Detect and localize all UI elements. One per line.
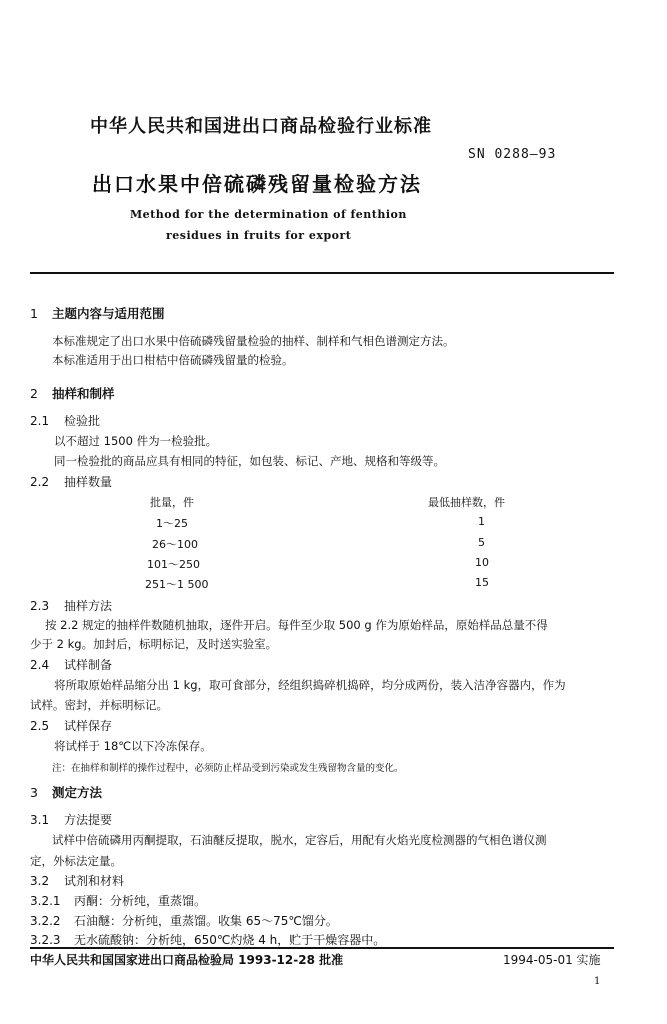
approval-statement: 中华人民共和国国家进出口商品检验局 1993-12-28 批准 [30,953,344,967]
section-3-2-heading: 3.2 试剂和材料 [30,874,125,888]
section-3-2-1-item: 3.2.1 丙酮：分析纯，重蒸馏。 [30,894,207,908]
table-row-min: 10 [475,556,489,569]
section-3-1-heading: 3.1 方法提要 [30,813,113,827]
section-3-2-3-item: 3.2.3 无水硫酸钠：分析纯，650℃灼烧 4 h，贮于干燥容器中。 [30,933,386,947]
section-2-1-line-2: 同一检验批的商品应具有相同的特征，如包装、标记、产地、规格和等级等。 [54,454,445,468]
section-2-1-line-1: 以不超过 1500 件为一检验批。 [54,434,218,448]
section-2-3-line-1: 按 2.2 规定的抽样件数随机抽取，逐件开启。每件至少取 500 g 作为原始样品，原始样品总量不得 [45,618,548,632]
table-row-batch: 101～250 [147,558,200,571]
section-2-5-heading: 2.5 试样保存 [30,719,113,733]
section-2-2-heading: 2.2 抽样数量 [30,475,113,489]
section-3-1-line-2: 定，外标法定量。 [30,854,122,868]
section-2-note: 注：在抽样和制样的操作过程中，必须防止样品受到污染或发生残留物含量的变化。 [52,763,404,774]
standard-number: SN 0288—93 [468,147,557,162]
section-2-4-line-1: 将所取原始样品缩分出 1 kg，取可食部分，经组织捣碎机捣碎，均分成两份，装入洁净容器内，作为 [54,678,566,692]
table-row-batch: 26～100 [152,538,198,551]
footer-divider [30,947,614,949]
section-2-heading: 2 抽样和制样 [30,386,115,401]
section-1-paragraph-2: 本标准适用于出口柑桔中倍硫磷残留量的检验。 [52,353,294,367]
section-2-1-heading: 2.1 检验批 [30,414,101,428]
section-2-4-heading: 2.4 试样制备 [30,658,113,672]
section-2-3-line-2: 少于 2 kg。加封后，标明标记，及时送实验室。 [30,637,278,651]
section-2-3-heading: 2.3 抽样方法 [30,599,113,613]
document-title-chinese: 出口水果中倍硫磷残留量检验方法 [92,172,422,196]
table-row-min: 15 [475,576,489,589]
table-row-batch: 251～1 500 [145,578,209,591]
table-header-batch: 批量，件 [150,496,194,509]
section-1-heading: 1 主题内容与适用范围 [30,306,165,321]
effective-date: 1994-05-01 实施 [503,953,601,967]
document-title-english-line2: residues in fruits for export [166,229,352,242]
table-header-min-samples: 最低抽样数，件 [428,496,505,509]
section-3-2-2-item: 3.2.2 石油醚：分析纯，重蒸馏。收集 65～75℃馏分。 [30,914,338,928]
header-divider [30,272,614,274]
section-2-5-line-1: 将试样于 18℃以下冷冻保存。 [54,739,212,753]
issuing-authority: 中华人民共和国进出口商品检验行业标准 [90,116,432,137]
page-number: 1 [594,976,601,987]
table-row-min: 1 [478,515,485,528]
table-row-batch: 1～25 [156,517,188,530]
document-title-english-line1: Method for the determination of fenthion [130,208,407,221]
section-2-4-line-2: 试样。密封，并标明标记。 [30,698,168,712]
section-1-paragraph-1: 本标准规定了出口水果中倍硫磷残留量检验的抽样、制样和气相色谱测定方法。 [52,334,455,348]
section-3-heading: 3 测定方法 [30,785,103,800]
section-3-1-line-1: 试样中倍硫磷用丙酮提取，石油醚反提取，脱水，定容后，用配有火焰光度检测器的气相色谱仪测 [52,833,547,847]
table-row-min: 5 [478,536,485,549]
